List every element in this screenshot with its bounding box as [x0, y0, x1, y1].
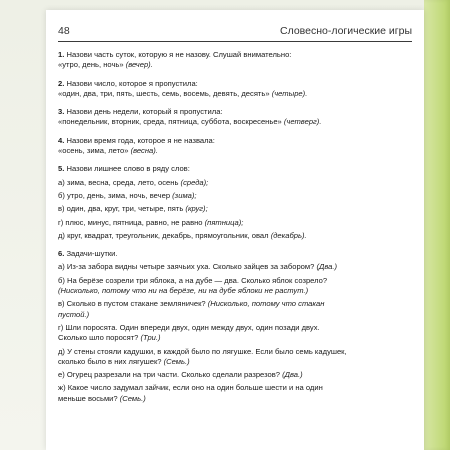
task-answer: (весна). — [128, 146, 158, 156]
task-answer: (четыре). — [269, 88, 308, 98]
item-text-cont: меньше восьми? — [58, 393, 120, 403]
page-header — [58, 21, 412, 42]
item-answer: (пятница); — [204, 217, 244, 227]
task-line: «понедельник, вторник, среда, пятница, суббота, воскресенье» — [58, 117, 282, 127]
item-text: а) Из-за забора видны четыре заячьих уха. Сколько зайцев за забором? — [58, 262, 317, 272]
item-text: д) круг, квадрат, треугольник, декабрь, прямоугольник, овал — [58, 230, 271, 240]
item-answer: (Два.) — [282, 370, 303, 380]
joke-item-g — [58, 323, 414, 344]
list-item — [58, 178, 414, 188]
task-2 — [58, 79, 414, 100]
task-text: Назови часть суток, которую я не назову. Слушай внимательно: — [64, 50, 292, 59]
item-text: б) На берёзе созрели три яблока, а на дубе — два. Сколько яблок созрело? — [58, 275, 328, 285]
item-answer: (круг); — [185, 204, 208, 214]
item-text-cont: сколько было в них лягушек? — [58, 356, 164, 366]
item-text: б) утро, день, зима, ночь, вечер — [58, 190, 173, 200]
task-number: 5. — [58, 164, 65, 174]
list-item — [58, 191, 414, 201]
list-item — [58, 231, 414, 241]
task-number: 3. — [58, 107, 65, 117]
item-answer: (декабрь). — [270, 230, 307, 240]
section-title: Словесно-логические игры — [280, 25, 412, 37]
item-answer: (Нисколько, потому что стакан — [207, 299, 325, 309]
task-number: 1. — [58, 50, 65, 59]
task-6 — [58, 249, 414, 404]
task-line: «один, два, три, пять, шесть, семь, восемь, девять, десять» — [58, 88, 270, 98]
item-text: в) Сколько в пустом стакане земляничек? — [58, 299, 208, 309]
item-text: а) зима, весна, среда, лето, осень — [58, 177, 181, 187]
task-text: Задачи-шутки. — [64, 249, 118, 259]
joke-item-d — [58, 347, 414, 368]
task-3 — [58, 107, 414, 128]
item-answer-cont: пустой.) — [58, 309, 90, 319]
joke-item-v — [58, 299, 414, 320]
task-number: 2. — [58, 78, 65, 88]
joke-item-b — [58, 276, 414, 297]
task-line: «утро, день, ночь» — [58, 60, 124, 70]
joke-item-zh — [58, 383, 414, 404]
item-answer: (Семь.) — [119, 393, 146, 403]
joke-item-a — [58, 262, 414, 272]
item-text: г) плюс, минус, пятница, равно, не равно — [58, 217, 205, 227]
book-edge — [424, 0, 450, 450]
item-answer: (Два.) — [316, 262, 337, 272]
page-content — [58, 50, 414, 444]
task-text: Назови лишнее слово в ряду слов: — [64, 164, 190, 174]
page-number: 48 — [58, 25, 70, 37]
task-5 — [58, 164, 414, 241]
task-line: «осень, зима, лето» — [58, 146, 129, 156]
item-text: в) один, два, круг, три, четыре, пять — [58, 204, 186, 214]
item-answer: (Нисколько, потому что ни на берёзе, ни на дубе яблоки не растут.) — [58, 286, 309, 296]
task-text: Назови число, которое я пропустила: — [64, 78, 198, 88]
list-item — [58, 218, 414, 228]
task-number: 6. — [58, 249, 65, 259]
item-answer: (среда); — [180, 177, 209, 187]
item-text-cont: Сколько шло поросят? — [58, 333, 141, 343]
item-text: ж) Какое число задумал зайчик, если оно на один больше шести и на один — [58, 383, 323, 393]
task-1 — [58, 50, 414, 71]
item-answer: (зима); — [172, 190, 197, 200]
item-answer: (Три.) — [140, 333, 161, 343]
task-text: Назови время года, которое я не назвала: — [64, 135, 215, 145]
task-number: 4. — [58, 135, 65, 145]
item-text: д) У стены стояли кадушки, в каждой было по лягушке. Если было семь кадушек, — [58, 346, 347, 356]
book-page — [46, 10, 424, 450]
task-text: Назови день недели, который я пропустила: — [64, 107, 223, 117]
item-text: г) Шли поросята. Один впереди двух, один между двух, один позади двух. — [58, 322, 320, 332]
task-answer: (четверг). — [281, 117, 322, 127]
item-answer: (Семь.) — [163, 356, 190, 366]
item-text: е) Огурец разрезали на три части. Сколько сделали разрезов? — [58, 370, 283, 380]
list-item — [58, 204, 414, 214]
task-answer: (вечер). — [123, 60, 153, 70]
task-4 — [58, 136, 414, 157]
joke-item-e — [58, 370, 414, 380]
